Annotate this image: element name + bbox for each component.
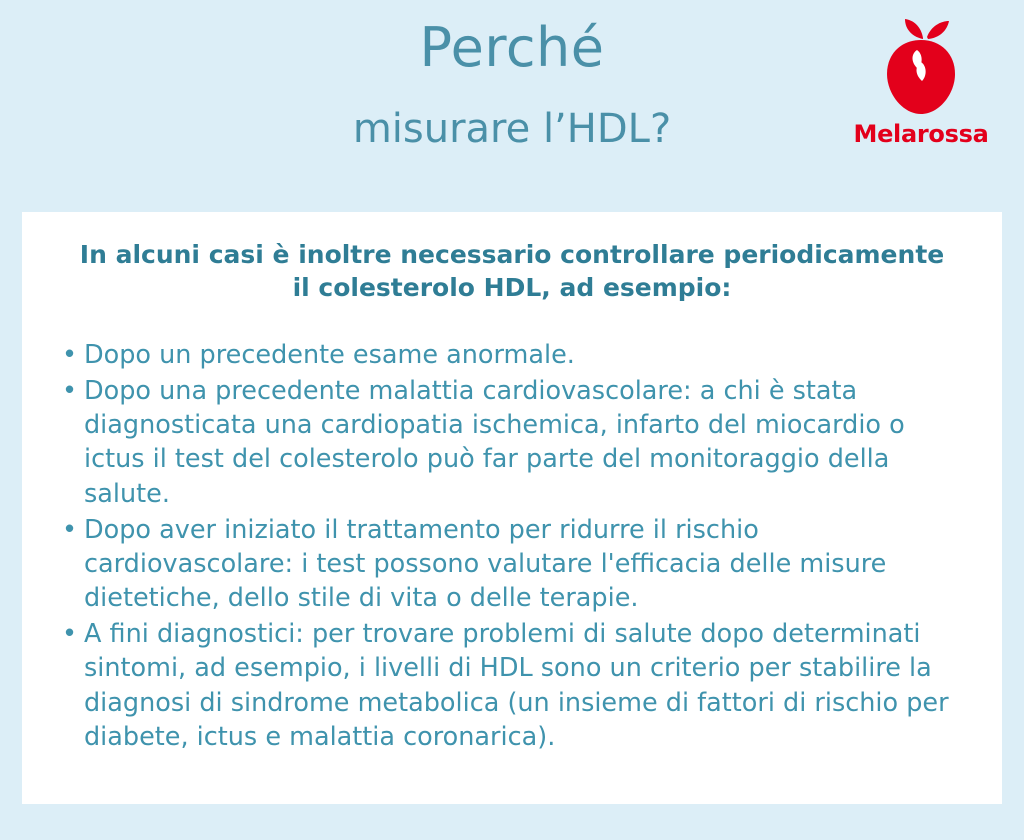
intro-text: In alcuni casi è inoltre necessario controllare periodicamente il colesterolo HDL, ad esempio:: [79, 240, 945, 302]
list-item-text: A fini diagnostici: per trovare problemi di salute dopo determinati sintomi, ad esempio, i livelli di HDL sono un criterio per stabilire la diagnosi di sindrome metabolica (un insieme di fattori di rischio per diabete, ictus e malattia coronarica).: [84, 619, 949, 752]
page-title: Perché: [419, 16, 605, 79]
list-item: [56, 374, 968, 511]
bullet-marker: •: [62, 619, 78, 650]
brand-logo: [846, 18, 996, 148]
list-item-text: Dopo una precedente malattia cardiovascolare: a chi è stata diagnosticata una cardiopatia ischemica, infarto del miocardio o ictus il test del colesterolo può far parte del monitoraggio della salute.: [84, 376, 905, 509]
list-item: [56, 617, 968, 754]
bullet-marker: •: [62, 340, 78, 370]
list-item: [56, 513, 968, 615]
list-item-text: Dopo un precedente esame anormale.: [84, 340, 575, 370]
bullet-list: [56, 338, 968, 754]
bullet-marker: •: [62, 514, 78, 545]
bullet-marker: •: [62, 376, 78, 407]
list-item: [56, 338, 968, 372]
page-subtitle: misurare l’HDL?: [352, 106, 672, 153]
content-card: [22, 212, 1002, 804]
header: [0, 0, 1024, 210]
list-item-text: Dopo aver iniziato il trattamento per ridurre il rischio cardiovascolare: i test possono valutare l'efficacia delle misure dietetiche, dello stile di vita o delle terapie.: [84, 514, 887, 614]
apple-icon: [846, 18, 996, 118]
brand-name: Melarossa: [853, 120, 989, 148]
